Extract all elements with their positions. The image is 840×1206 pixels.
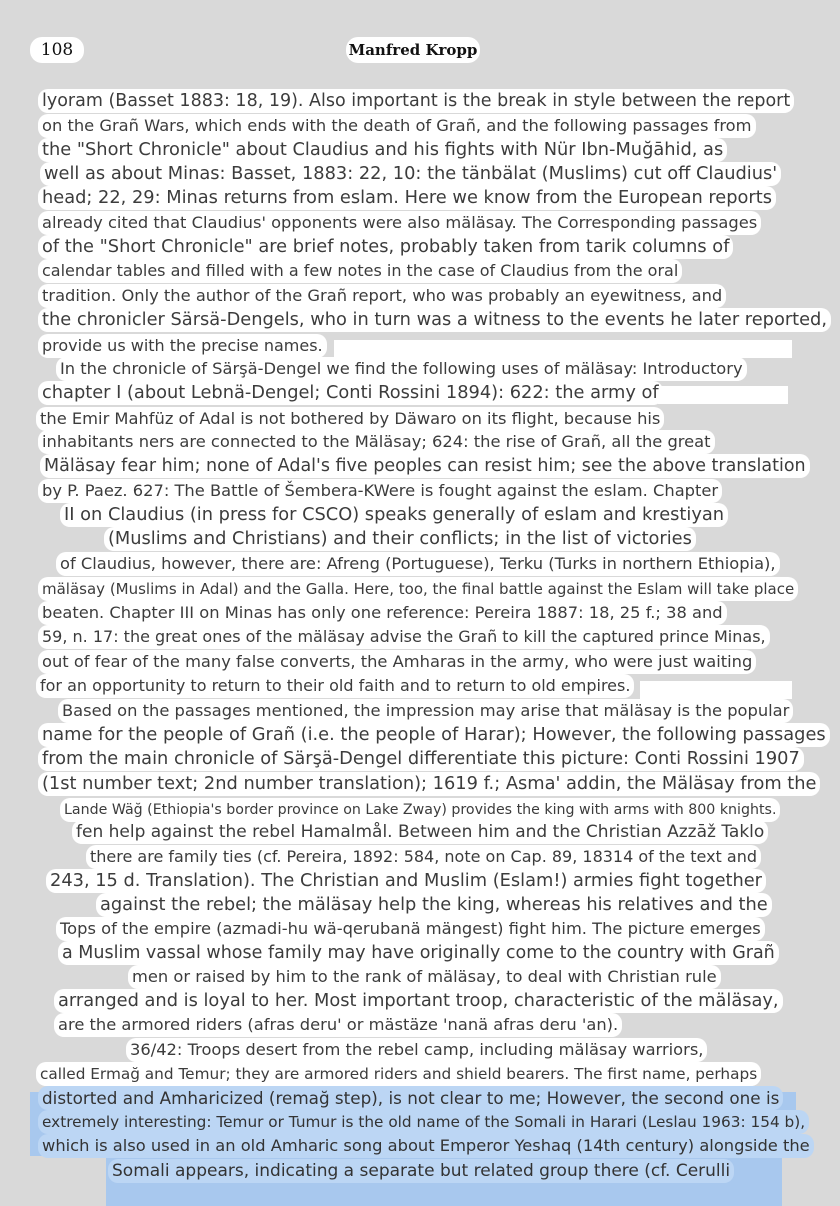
text-line: (Muslims and Christians) and their conflicts; in the list of victories [104, 527, 696, 551]
text-line: beaten. Chapter III on Minas has only one reference: Pereira 1887: 18, 25 f.; 38 and [38, 601, 727, 625]
line-gap-fill [640, 681, 792, 699]
text-line: there are family ties (cf. Pereira, 1892: 584, note on Cap. 89, 18314 of the text and [86, 845, 761, 869]
text-line: which is also used in an old Amharic song about Emperor Yeshaq (14th century) alongside the [38, 1134, 814, 1158]
text-line: the chronicler Särsä-Dengels, who in turn was a witness to the events he later reported, [38, 308, 831, 332]
running-header-author: Manfred Kropp [346, 37, 480, 63]
text-line: distorted and Amharicized (remağ step), is not clear to me; However, the second one is [38, 1086, 783, 1110]
text-line: men or raised by him to the rank of mäläsay, to deal with Christian rule [128, 965, 721, 989]
text-line: of the "Short Chronicle" are brief notes, probably taken from tarik columns of [38, 235, 733, 259]
page-number: 108 [30, 37, 84, 63]
text-line: lyoram (Basset 1883: 18, 19). Also important is the break in style between the report [38, 89, 794, 113]
text-line: already cited that Claudius' opponents were also mäläsay. The Corresponding passages [38, 211, 761, 235]
text-line: 36/42: Troops desert from the rebel camp, including mäläsay warriors, [126, 1038, 707, 1062]
text-line: In the chronicle of Särşä-Dengel we find the following uses of mäläsay: Introductory [56, 357, 747, 381]
text-line: II on Claudius (in press for CSCO) speaks generally of eslam and krestiyan [60, 503, 728, 527]
text-line: extremely interesting: Temur or Tumur is the old name of the Somali in Harari (Leslau 1963: 154 b), [38, 1110, 809, 1134]
text-line: against the rebel; the mäläsay help the king, whereas his relatives and the [96, 893, 772, 917]
text-line: for an opportunity to return to their old faith and to return to old empires. [36, 674, 634, 698]
text-line: Tops of the empire (azmadi-hu wä-qerubanä mängest) fight him. The picture emerges [56, 917, 765, 941]
text-line: (1st number text; 2nd number translation); 1619 f.; Asma' addin, the Mäläsay from the [38, 772, 820, 796]
text-line: Mäläsay fear him; none of Adal's five peoples can resist him; see the above translation [40, 454, 810, 478]
text-line: well as about Minas: Basset, 1883: 22, 10: the tänbälat (Muslims) cut off Claudius' [40, 162, 781, 186]
text-line: arranged and is loyal to her. Most important troop, characteristic of the mäläsay, [54, 989, 783, 1013]
text-line: on the Grañ Wars, which ends with the death of Grañ, and the following passages from [38, 114, 756, 138]
text-line: inhabitants ners are connected to the Mäläsay; 624: the rise of Grañ, all the great [38, 430, 715, 454]
line-gap-fill [334, 340, 792, 358]
text-line: Lande Wäğ (Ethiopia's border province on Lake Zway) provides the king with arms with 800 knights. [60, 798, 780, 822]
text-line: provide us with the precise names. [38, 334, 327, 358]
text-line: tradition. Only the author of the Grañ report, who was probably an eyewitness, and [38, 284, 726, 308]
text-line: calendar tables and filled with a few notes in the case of Claudius from the oral [38, 259, 682, 283]
text-line: name for the people of Grañ (i.e. the people of Harar); However, the following passages [38, 723, 830, 747]
text-line: fen help against the rebel Hamalmål. Between him and the Christian Azzāž Taklo [72, 820, 768, 844]
line-gap-fill [658, 386, 788, 404]
text-line: of Claudius, however, there are: Afreng (Portuguese), Terku (Turks in northern Ethiopia), [56, 552, 780, 576]
text-line: are the armored riders (afras deru' or mästäze 'nanä afras deru 'an). [54, 1013, 622, 1037]
text-line: by P. Paez. 627: The Battle of Šembera-KWere is fought against the eslam. Chapter [38, 479, 722, 503]
text-line: Based on the passages mentioned, the impression may arise that mäläsay is the popular [58, 699, 793, 723]
text-line: called Ermağ and Temur; they are armored riders and shield bearers. The first name, perhaps [36, 1062, 761, 1086]
text-line: chapter I (about Lebnä-Dengel; Conti Rossini 1894): 622: the army of [38, 381, 663, 405]
text-line: head; 22, 29: Minas returns from eslam. Here we know from the European reports [38, 186, 776, 210]
text-line: the Emir Mahfüz of Adal is not bothered by Däwaro on its flight, because his [36, 407, 664, 431]
text-line: 243, 15 d. Translation). The Christian and Muslim (Eslam!) armies fight together [46, 869, 766, 893]
text-line: mäläsay (Muslims in Adal) and the Galla. Here, too, the final battle against the Eslam will take place [38, 577, 798, 601]
text-line: out of fear of the many false converts, the Amharas in the army, who were just waiting [38, 650, 756, 674]
text-line: from the main chronicle of Särşä-Dengel differentiate this picture: Conti Rossini 1907 [38, 747, 804, 771]
text-line: Somali appears, indicating a separate but related group there (cf. Cerulli [108, 1159, 734, 1183]
text-line: 59, n. 17: the great ones of the mäläsay advise the Grañ to kill the captured prince Minas, [38, 625, 770, 649]
text-line: the "Short Chronicle" about Claudius and his fights with Nür Ibn-Muğāhid, as [38, 138, 727, 162]
text-line: a Muslim vassal whose family may have originally come to the country with Grañ [58, 941, 779, 965]
